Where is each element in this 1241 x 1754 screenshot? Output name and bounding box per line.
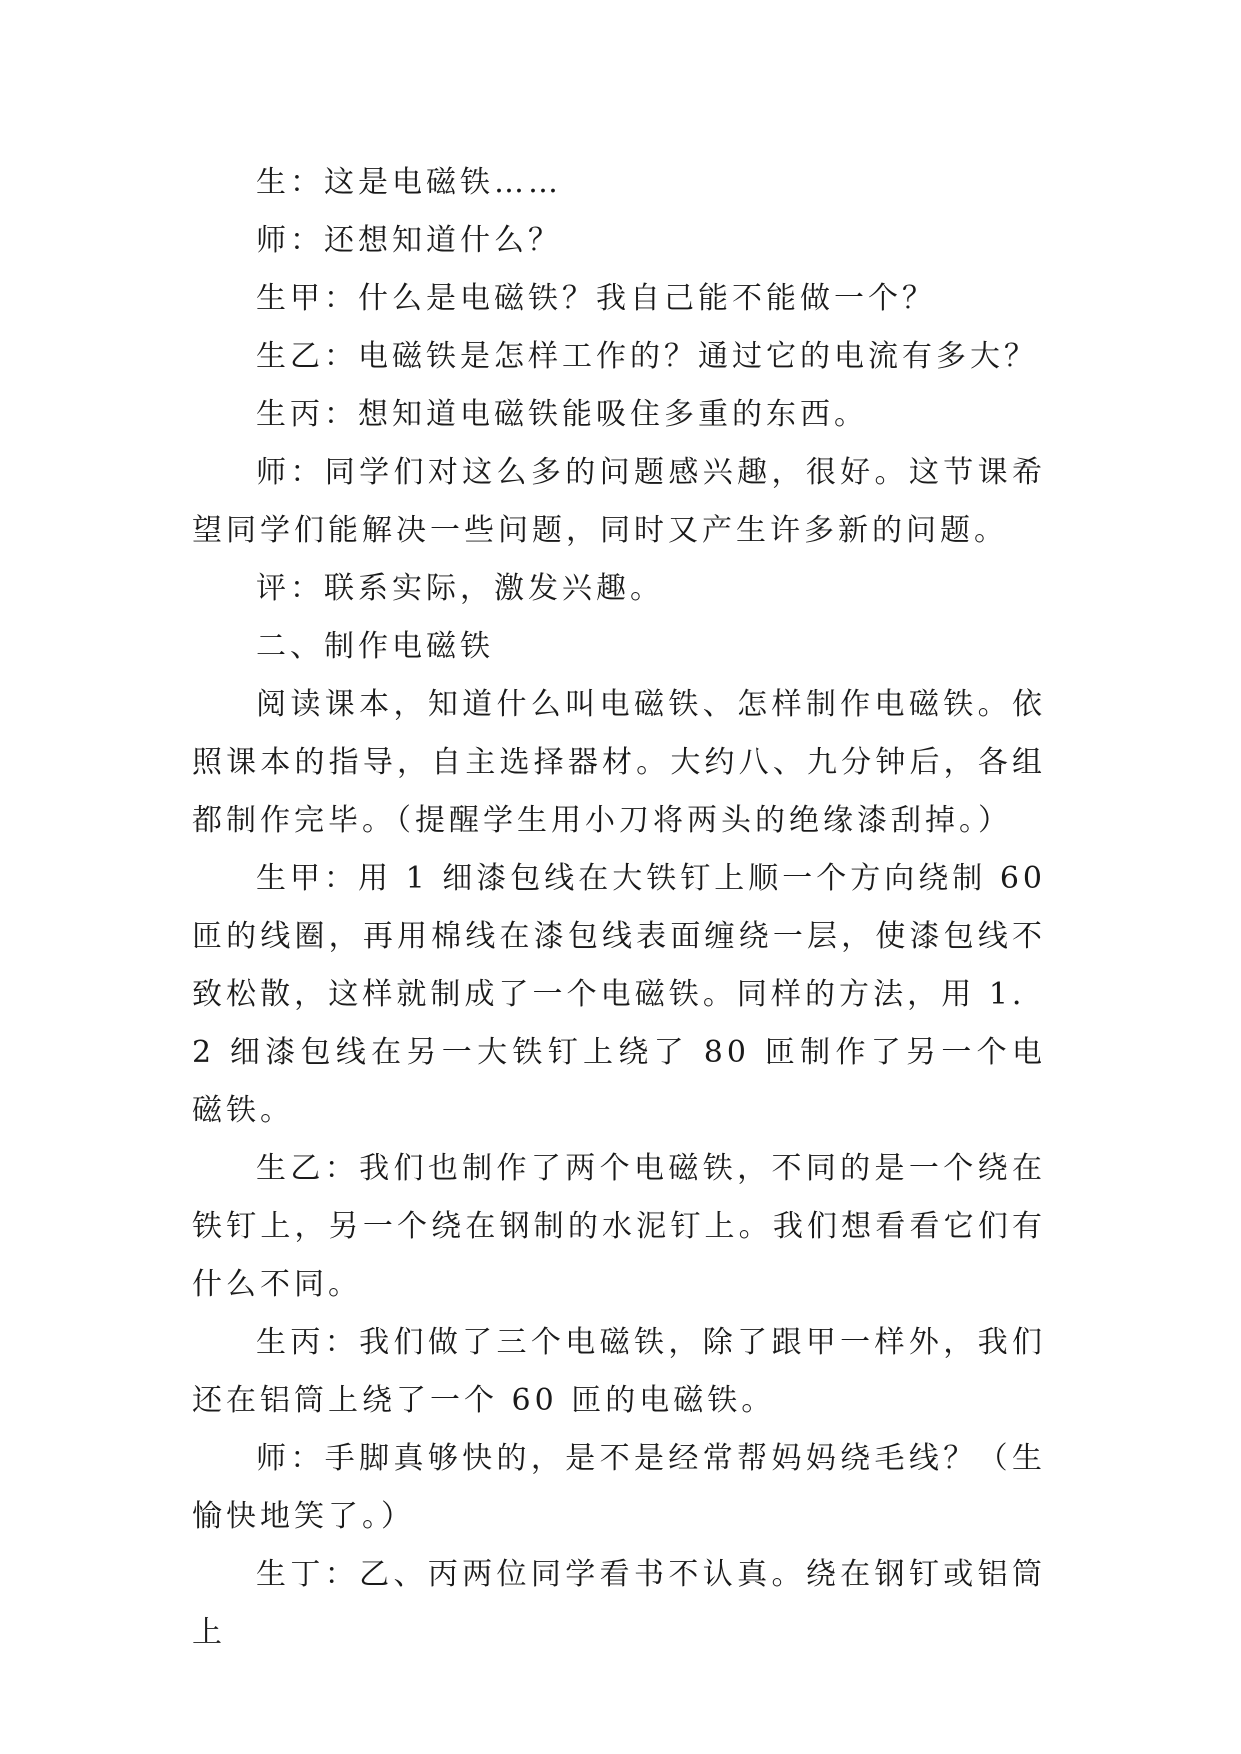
- paragraph: 生乙：电磁铁是怎样工作的？通过它的电流有多大？: [256, 339, 1038, 374]
- paragraph: 生甲：什么是电磁铁？我自己能不能做一个？: [256, 281, 936, 316]
- paragraph: 师：手脚真够快的，是不是经常帮妈妈绕毛线？（生愉快地笑了。）: [192, 1441, 1046, 1534]
- section-heading: 二、制作电磁铁: [256, 629, 494, 664]
- paragraph: 阅读课本，知道什么叫电磁铁、怎样制作电磁铁。依照课本的指导，自主选择器材。大约八、九分钟后，各组都制作完毕。（提醒学生用小刀将两头的绝缘漆刮掉。）: [192, 687, 1046, 838]
- paragraph: 评：联系实际，激发兴趣。: [256, 571, 664, 606]
- paragraph: 师：同学们对这么多的问题感兴趣，很好。这节课希望同学们能解决一些问题，同时又产生许多新的问题。: [192, 455, 1046, 548]
- paragraph: 生乙：我们也制作了两个电磁铁，不同的是一个绕在铁钉上，另一个绕在钢制的水泥钉上。我们想看看它们有什么不同。: [192, 1151, 1046, 1302]
- paragraph: 生丁：乙、丙两位同学看书不认真。绕在钢钉或铝筒上: [192, 1557, 1046, 1650]
- document-page: [192, 154, 1046, 1662]
- paragraph: 生丙：想知道电磁铁能吸住多重的东西。: [256, 397, 868, 432]
- paragraph: 生：这是电磁铁……: [256, 165, 562, 200]
- paragraph: 师：还想知道什么？: [256, 223, 562, 258]
- paragraph: 生丙：我们做了三个电磁铁，除了跟甲一样外，我们还在铝筒上绕了一个 60 匝的电磁铁。: [192, 1325, 1046, 1418]
- paragraph: 生甲：用 1 细漆包线在大铁钉上顺一个方向绕制 60 匝的线圈，再用棉线在漆包线表面缠绕一层，使漆包线不致松散，这样就制成了一个电磁铁。同样的方法，用 1．2 细漆包线在另一大铁钉上绕了 80 匝制作了另一个电磁铁。: [192, 861, 1046, 1128]
